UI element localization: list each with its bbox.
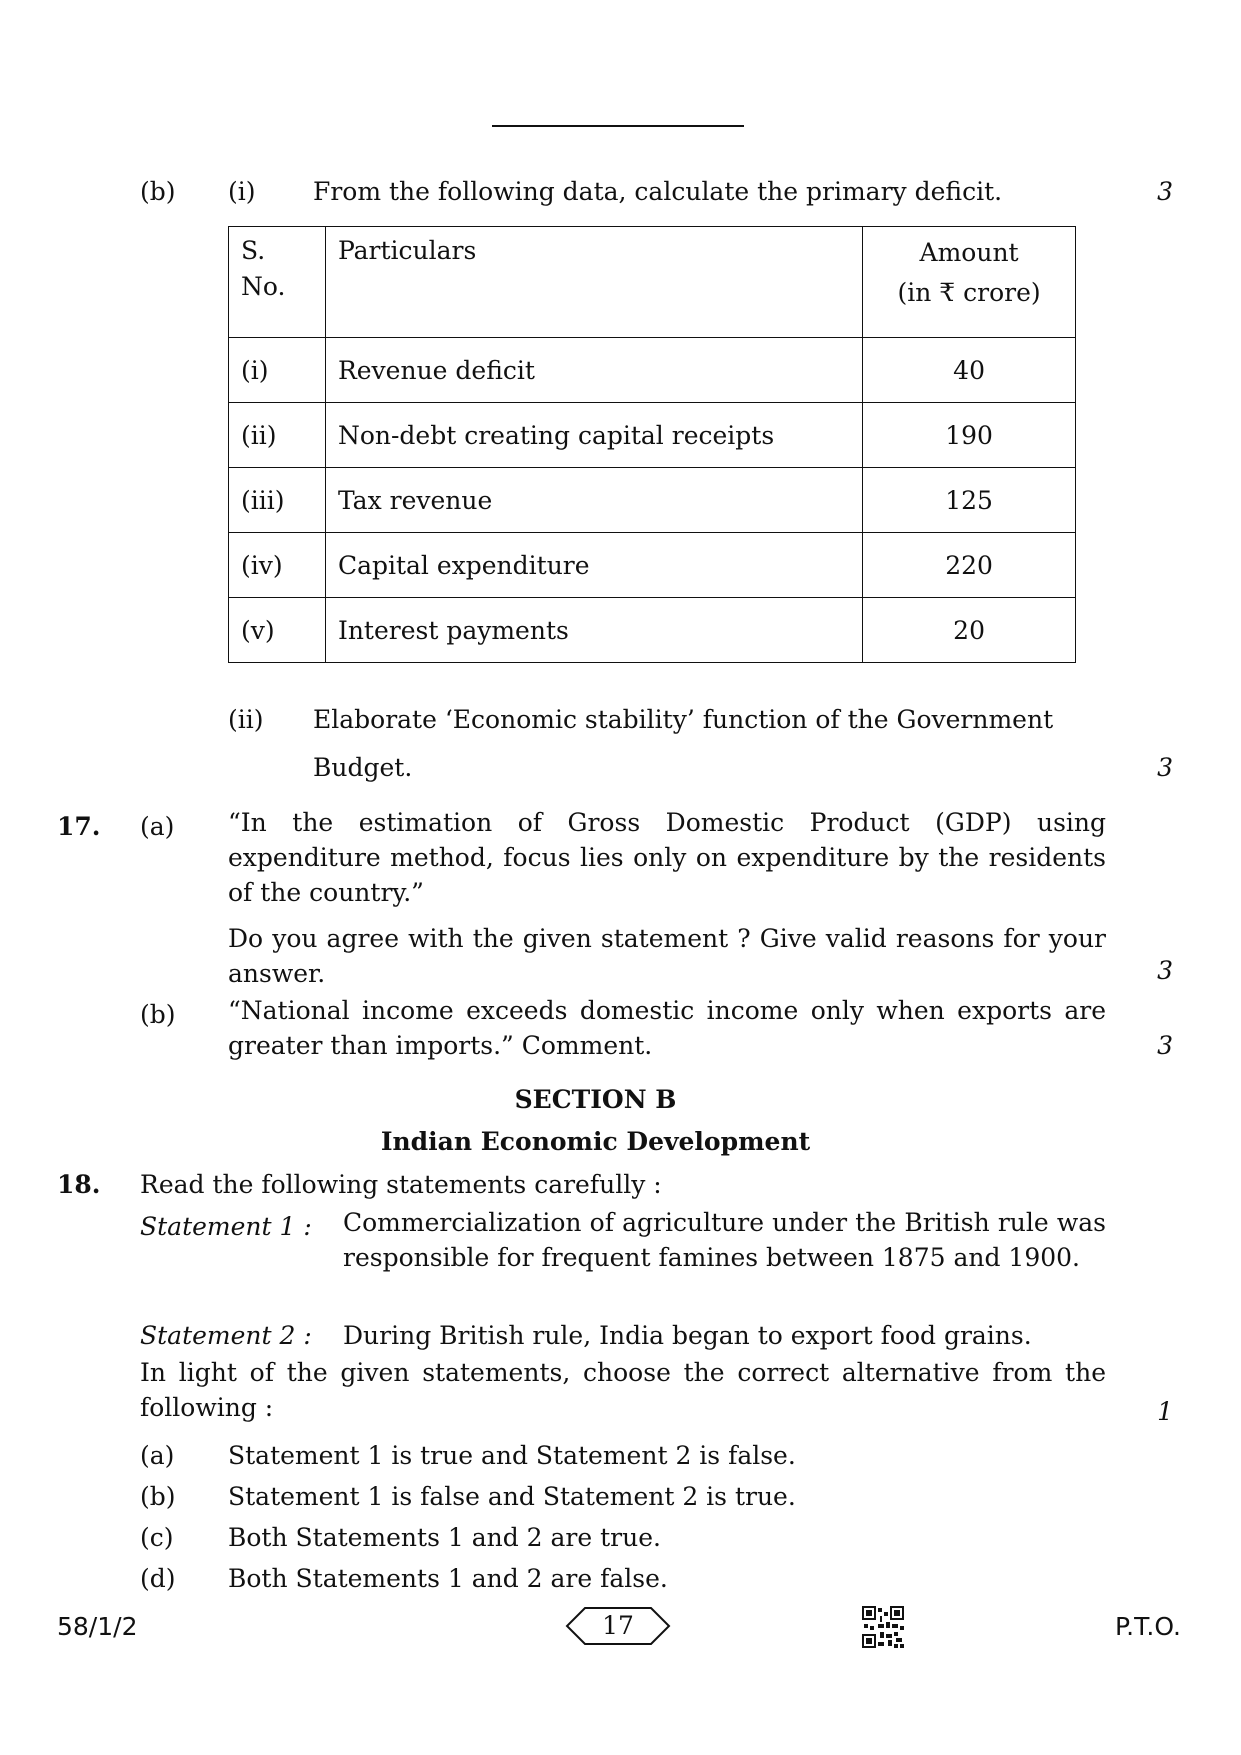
statement1-text: Commercialization of agriculture under the British rule was responsible for frequent famines between 1875 and 1900. xyxy=(343,1208,1106,1272)
table-header-row xyxy=(229,227,1076,338)
header-sno: S. No. xyxy=(229,227,326,338)
row-particular: Capital expenditure xyxy=(325,533,862,598)
row-sno: (i) xyxy=(229,338,326,403)
q17-a-question: Do you agree with the given statement ? Give valid reasons for your answer. xyxy=(228,924,1106,988)
q16-part-b-label: (b) xyxy=(140,177,176,206)
section-title: SECTION B xyxy=(514,1085,677,1114)
statement2-text: During British rule, India began to export food grains. xyxy=(343,1321,1032,1350)
row-amount: 125 xyxy=(863,468,1076,533)
q17-b-marks: 3 xyxy=(1157,1031,1173,1060)
table-row xyxy=(229,533,1076,598)
q18-instruction: In light of the given statements, choose the correct alternative from the following : xyxy=(140,1358,1106,1422)
q16-subpart-ii-label: (ii) xyxy=(228,705,264,734)
row-particular: Non-debt creating capital receipts xyxy=(325,403,862,468)
option-label: (a) xyxy=(140,1441,175,1470)
row-amount: 40 xyxy=(863,338,1076,403)
primary-deficit-table xyxy=(228,226,1076,663)
row-sno: (ii) xyxy=(229,403,326,468)
section-subtitle: Indian Economic Development xyxy=(380,1127,811,1156)
top-divider xyxy=(492,125,744,127)
q17-b-label: (b) xyxy=(140,1000,176,1029)
q17-a-quote: “In the estimation of Gross Domestic Product (GDP) using expenditure method, focus lies only on expenditure by the residents of the country.” xyxy=(228,808,1106,907)
option-label: (b) xyxy=(140,1482,176,1511)
q16-subpart-ii-text-line2: Budget. xyxy=(313,753,413,782)
q16-subpart-i-marks: 3 xyxy=(1157,177,1173,206)
q16-subpart-i-text: From the following data, calculate the primary deficit. xyxy=(313,177,1003,206)
statement1-label: Statement 1 : xyxy=(140,1212,312,1241)
row-amount: 20 xyxy=(863,598,1076,663)
q17-b-text: “National income exceeds domestic income only when exports are greater than imports.” Comment. xyxy=(228,996,1106,1060)
option-label: (d) xyxy=(140,1564,176,1593)
qr-code-icon xyxy=(862,1606,904,1648)
q16-subpart-ii-text-line1: Elaborate ‘Economic stability’ function of the Government xyxy=(313,705,1054,734)
option-label: (c) xyxy=(140,1523,174,1552)
option-text: Both Statements 1 and 2 are true. xyxy=(228,1523,661,1552)
row-particular: Interest payments xyxy=(325,598,862,663)
q16-subpart-ii-marks: 3 xyxy=(1157,753,1173,782)
table-row xyxy=(229,338,1076,403)
header-particulars: Particulars xyxy=(325,227,862,338)
q17-number: 17. xyxy=(57,812,101,841)
row-sno: (v) xyxy=(229,598,326,663)
pto-text: P.T.O. xyxy=(1115,1612,1181,1641)
paper-code: 58/1/2 xyxy=(57,1612,138,1641)
option-text: Statement 1 is false and Statement 2 is true. xyxy=(228,1482,796,1511)
row-amount: 190 xyxy=(863,403,1076,468)
row-sno: (iv) xyxy=(229,533,326,598)
table-row xyxy=(229,403,1076,468)
row-amount: 220 xyxy=(863,533,1076,598)
row-particular: Revenue deficit xyxy=(325,338,862,403)
table-row xyxy=(229,468,1076,533)
statement2-label: Statement 2 : xyxy=(140,1321,312,1350)
q17-a-marks: 3 xyxy=(1157,956,1173,985)
row-particular: Tax revenue xyxy=(325,468,862,533)
q18-marks: 1 xyxy=(1157,1397,1173,1426)
q18-intro: Read the following statements carefully : xyxy=(140,1170,662,1199)
header-amount: Amount (in ₹ crore) xyxy=(863,227,1076,338)
page-number: 17 xyxy=(602,1611,634,1640)
option-text: Both Statements 1 and 2 are false. xyxy=(228,1564,668,1593)
q16-subpart-i-label: (i) xyxy=(228,177,256,206)
page-number-badge xyxy=(565,1606,671,1646)
q17-a-label: (a) xyxy=(140,812,175,841)
q18-number: 18. xyxy=(57,1170,101,1199)
option-text: Statement 1 is true and Statement 2 is false. xyxy=(228,1441,796,1470)
row-sno: (iii) xyxy=(229,468,326,533)
table-row xyxy=(229,598,1076,663)
